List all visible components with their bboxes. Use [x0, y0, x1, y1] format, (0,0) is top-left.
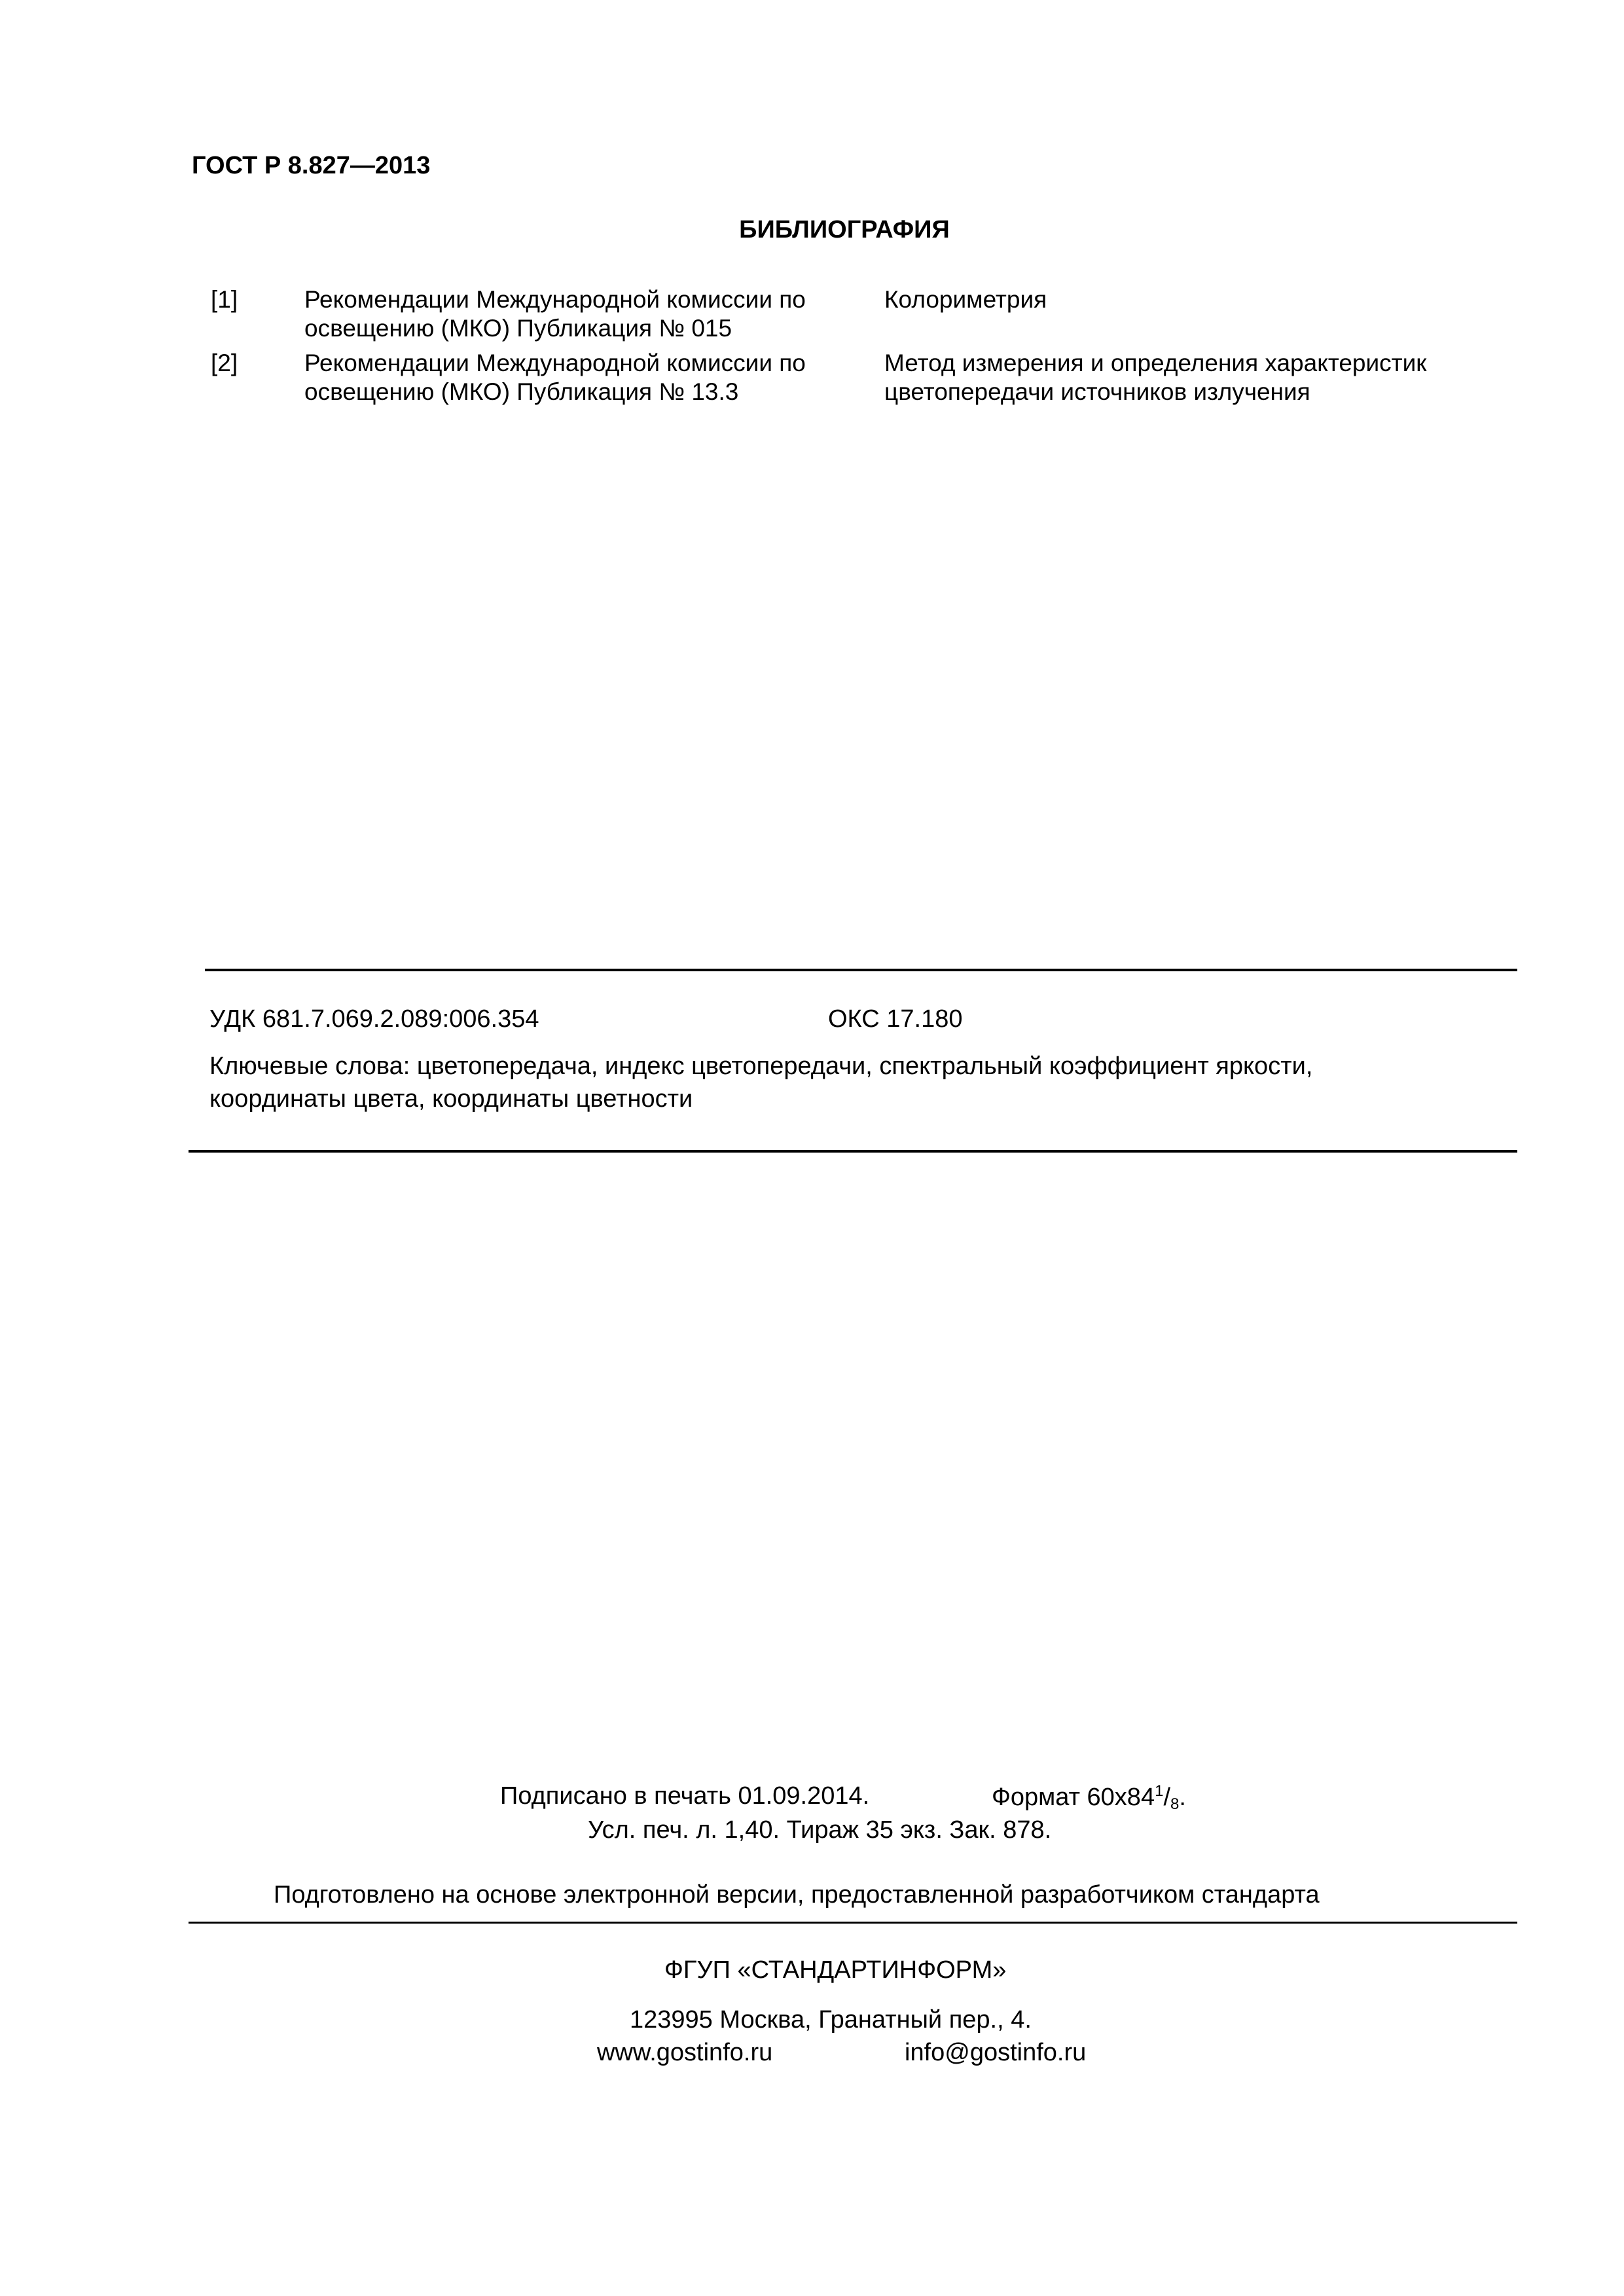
keywords-line-1: Ключевые слова: цветопередача, индекс цветопередачи, спектральный коэффициент яркости,: [209, 1052, 1313, 1080]
oks-code: ОКС 17.180: [828, 1005, 963, 1033]
bibliography-entry-2-number: [2]: [211, 350, 238, 376]
publisher-email-link[interactable]: info@gostinfo.ru: [905, 2039, 1087, 2066]
udc-code: УДК 681.7.069.2.089:006.354: [209, 1005, 539, 1033]
bibliography-entry-2-source-line1: Рекомендации Международной комиссии по: [304, 350, 806, 376]
keywords-line-2: координаты цвета, координаты цветности: [209, 1085, 693, 1113]
format-numerator: 1: [1155, 1782, 1164, 1800]
bibliography-entry-2-source-line2: освещению (МКО) Публикация № 13.3: [304, 378, 739, 405]
classification-top-rule: [205, 969, 1517, 971]
publisher-address: 123995 Москва, Гранатный пер., 4.: [630, 2006, 1032, 2034]
classification-bottom-rule: [189, 1150, 1517, 1153]
paper-format: [992, 1782, 1186, 1814]
format-slash: /: [1163, 1784, 1170, 1811]
signed-for-print: Подписано в печать 01.09.2014.: [500, 1782, 870, 1810]
bibliography-title: БИБЛИОГРАФИЯ: [739, 216, 950, 243]
document-code: ГОСТ Р 8.827—2013: [192, 152, 431, 179]
print-info: Усл. печ. л. 1,40. Тираж 35 экз. Зак. 878.: [588, 1816, 1052, 1844]
publisher-website-link[interactable]: www.gostinfo.ru: [597, 2039, 773, 2066]
format-prefix: Формат 60x84: [992, 1784, 1155, 1811]
bibliography-entry-2-title-line1: Метод измерения и определения характеристик: [884, 350, 1427, 376]
bibliography-entry-1-title-line1: Колориметрия: [884, 286, 1047, 313]
keywords: [209, 1050, 1512, 1115]
bibliography-entry-1-number: [1]: [211, 286, 238, 313]
prepared-note: Подготовлено на основе электронной версии, предоставленной разработчиком стандарта: [274, 1881, 1320, 1909]
bibliography-entry-1-source-line2: освещению (МКО) Публикация № 015: [304, 315, 732, 342]
bibliography-entry-2-title-line2: цветопередачи источников излучения: [884, 378, 1310, 405]
bibliography-entry-1-source-line1: Рекомендации Международной комиссии по: [304, 286, 806, 313]
publisher-name: ФГУП «СТАНДАРТИНФОРМ»: [664, 1956, 1007, 1984]
format-suffix: .: [1179, 1784, 1186, 1811]
footer-rule: [189, 1922, 1517, 1924]
format-denominator: 8: [1170, 1795, 1180, 1813]
